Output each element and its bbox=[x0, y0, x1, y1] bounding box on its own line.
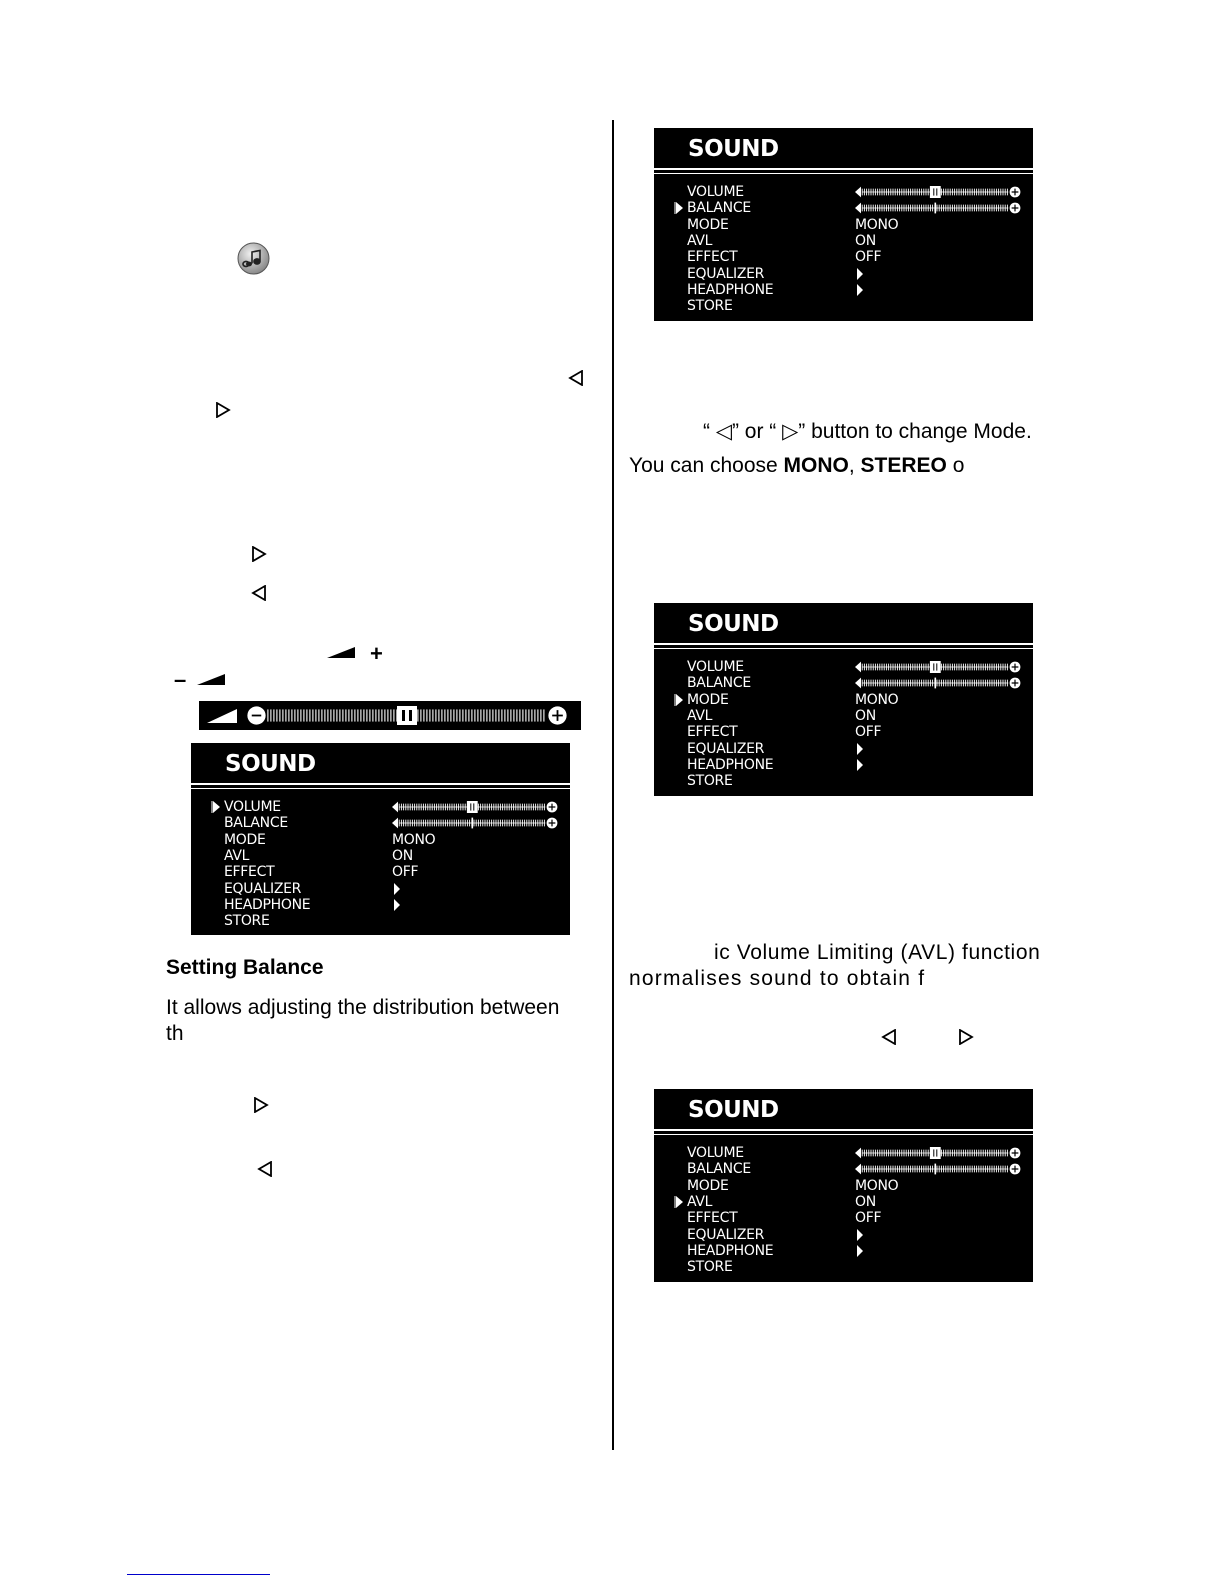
osd-label: EQUALIZER bbox=[687, 1226, 765, 1243]
osd-row-effect[interactable] bbox=[654, 249, 1033, 265]
left-triangle-icon bbox=[881, 1029, 897, 1045]
bar-left-arrow bbox=[855, 1164, 861, 1175]
volume-bar[interactable] bbox=[855, 186, 1021, 198]
osd-title: SOUND bbox=[688, 1097, 779, 1123]
volume-bar[interactable] bbox=[855, 1147, 1021, 1159]
sound-menu-volume-selected bbox=[191, 743, 570, 935]
balance-body-line1: It allows adjusting the distribution between bbox=[166, 996, 560, 1019]
volume-bar[interactable] bbox=[392, 801, 558, 813]
osd-row-headphone[interactable] bbox=[654, 282, 1033, 298]
osd-label: STORE bbox=[687, 1259, 733, 1276]
osd-label: AVL bbox=[687, 1193, 713, 1210]
osd-row-balance[interactable] bbox=[654, 1161, 1033, 1177]
footer-link-underline bbox=[127, 1574, 270, 1575]
osd-label: MODE bbox=[224, 831, 266, 848]
balance-bar[interactable] bbox=[855, 202, 1021, 214]
volume-ramp-icon bbox=[327, 645, 355, 659]
osd-row-equalizer[interactable] bbox=[654, 266, 1033, 282]
osd-row-balance[interactable] bbox=[654, 675, 1033, 691]
osd-title: SOUND bbox=[688, 611, 779, 637]
left-triangle-icon bbox=[251, 585, 267, 601]
osd-label: HEADPHONE bbox=[687, 1242, 774, 1259]
mode-choose-suffix: o bbox=[946, 454, 965, 477]
right-triangle-icon bbox=[253, 1097, 269, 1113]
submenu-arrow-icon bbox=[394, 899, 400, 911]
minus-sign: – bbox=[174, 667, 187, 692]
osd-row-headphone[interactable] bbox=[654, 1243, 1033, 1259]
osd-label: EQUALIZER bbox=[224, 880, 302, 897]
osd-value: MONO bbox=[855, 1177, 899, 1194]
bar-knob bbox=[930, 186, 941, 198]
osd-label: VOLUME bbox=[224, 799, 281, 815]
osd-label: BALANCE bbox=[687, 200, 751, 217]
submenu-arrow-icon bbox=[857, 759, 863, 771]
osd-row-mode[interactable] bbox=[654, 692, 1033, 708]
osd-value: OFF bbox=[855, 1210, 882, 1227]
column-divider bbox=[612, 120, 614, 1450]
osd-row-avl[interactable] bbox=[191, 848, 570, 864]
osd-value: ON bbox=[855, 232, 876, 249]
osd-row-store[interactable] bbox=[654, 1259, 1033, 1275]
avl-line2: normalises sound to obtain f bbox=[629, 967, 926, 990]
osd-separator bbox=[654, 173, 1033, 174]
osd-label: EQUALIZER bbox=[687, 265, 765, 282]
osd-row-balance[interactable] bbox=[654, 200, 1033, 216]
mode-instruction: “ ◁” or “ ▷” button to change Mode. bbox=[703, 420, 1032, 443]
bar-left-arrow bbox=[855, 187, 861, 198]
osd-value: ON bbox=[855, 707, 876, 724]
submenu-arrow-icon bbox=[857, 284, 863, 296]
osd-label: VOLUME bbox=[687, 659, 744, 675]
osd-row-headphone[interactable] bbox=[191, 897, 570, 913]
osd-label: BALANCE bbox=[224, 815, 288, 832]
osd-row-avl[interactable] bbox=[654, 708, 1033, 724]
osd-value: ON bbox=[855, 1193, 876, 1210]
bar-knob bbox=[930, 1147, 941, 1159]
osd-label: VOLUME bbox=[687, 1145, 744, 1161]
selection-cursor-icon bbox=[674, 201, 684, 215]
volume-level-strip bbox=[199, 701, 581, 730]
mode-choose-comma: , bbox=[848, 454, 861, 477]
osd-separator bbox=[654, 648, 1033, 649]
mode-choose-line bbox=[629, 453, 964, 479]
osd-value: ON bbox=[392, 847, 413, 864]
submenu-arrow-icon bbox=[857, 268, 863, 280]
osd-value: MONO bbox=[855, 691, 899, 708]
osd-row-avl[interactable] bbox=[654, 1194, 1033, 1210]
osd-label: EFFECT bbox=[687, 724, 738, 741]
osd-row-mode[interactable] bbox=[654, 1178, 1033, 1194]
osd-label: STORE bbox=[224, 913, 270, 930]
osd-row-volume[interactable] bbox=[654, 1145, 1033, 1161]
osd-title: SOUND bbox=[688, 136, 779, 162]
osd-row-volume[interactable] bbox=[654, 184, 1033, 200]
submenu-arrow-icon bbox=[394, 883, 400, 895]
bar-left-arrow bbox=[855, 662, 861, 673]
submenu-arrow-icon bbox=[857, 1245, 863, 1257]
balance-body-line2: th bbox=[166, 1022, 184, 1045]
osd-value: MONO bbox=[392, 831, 436, 848]
osd-label: BALANCE bbox=[687, 675, 751, 692]
selection-cursor-icon bbox=[674, 693, 684, 707]
osd-label: STORE bbox=[687, 298, 733, 315]
osd-row-equalizer[interactable] bbox=[654, 741, 1033, 757]
osd-label: MODE bbox=[687, 1177, 729, 1194]
osd-label: HEADPHONE bbox=[687, 756, 774, 773]
osd-label: AVL bbox=[687, 707, 713, 724]
osd-row-store[interactable] bbox=[654, 773, 1033, 789]
osd-row-equalizer[interactable] bbox=[654, 1227, 1033, 1243]
osd-row-avl[interactable] bbox=[654, 233, 1033, 249]
mode-choose-mono: MONO bbox=[783, 454, 849, 477]
mode-choose-stereo: STEREO bbox=[860, 454, 947, 477]
osd-row-mode[interactable] bbox=[191, 832, 570, 848]
bar-left-arrow bbox=[855, 678, 861, 689]
mode-choose-prefix: You can choose bbox=[629, 454, 784, 477]
osd-separator bbox=[654, 168, 1033, 170]
osd-row-volume[interactable] bbox=[654, 659, 1033, 675]
osd-row-balance[interactable] bbox=[191, 815, 570, 831]
volume-strip-graphic bbox=[199, 701, 581, 730]
sound-menu-avl-selected bbox=[654, 1089, 1033, 1282]
music-note-icon bbox=[237, 242, 270, 275]
plus-sign: + bbox=[370, 641, 383, 666]
bar-left-arrow bbox=[855, 1148, 861, 1159]
selection-cursor-icon bbox=[211, 800, 221, 814]
osd-label: MODE bbox=[687, 691, 729, 708]
strip-knob bbox=[397, 706, 417, 725]
sound-menu-balance-selected bbox=[654, 128, 1033, 321]
osd-row-volume[interactable] bbox=[191, 799, 570, 815]
osd-value: OFF bbox=[855, 249, 882, 266]
osd-label: EFFECT bbox=[687, 1210, 738, 1227]
osd-label: STORE bbox=[687, 773, 733, 790]
osd-title: SOUND bbox=[225, 751, 316, 777]
osd-separator bbox=[654, 1129, 1033, 1131]
selection-cursor-icon bbox=[674, 1195, 684, 1209]
osd-label: BALANCE bbox=[687, 1161, 751, 1178]
osd-label: AVL bbox=[224, 847, 250, 864]
osd-row-effect[interactable] bbox=[654, 724, 1033, 740]
avl-line1: ic Volume Limiting (AVL) function bbox=[714, 941, 1041, 964]
bar-left-arrow bbox=[392, 802, 398, 813]
volume-ramp-icon bbox=[207, 709, 237, 723]
osd-separator bbox=[654, 1134, 1033, 1135]
osd-label: EFFECT bbox=[687, 249, 738, 266]
bar-knob bbox=[467, 801, 478, 813]
osd-value: OFF bbox=[392, 864, 419, 881]
osd-row-mode[interactable] bbox=[654, 217, 1033, 233]
osd-separator bbox=[654, 643, 1033, 645]
osd-label: AVL bbox=[687, 232, 713, 249]
sound-menu-mode-selected bbox=[654, 603, 1033, 796]
right-triangle-icon bbox=[251, 546, 267, 562]
balance-bar[interactable] bbox=[855, 677, 1021, 689]
submenu-arrow-icon bbox=[857, 743, 863, 755]
right-triangle-icon bbox=[215, 402, 231, 418]
osd-separator bbox=[191, 783, 570, 785]
submenu-arrow-icon bbox=[857, 1229, 863, 1241]
osd-label: EQUALIZER bbox=[687, 740, 765, 757]
osd-separator bbox=[191, 788, 570, 789]
volume-strip-bar bbox=[247, 706, 566, 725]
balance-bar[interactable] bbox=[855, 1163, 1021, 1175]
osd-label: EFFECT bbox=[224, 864, 275, 881]
balance-heading: Setting Balance bbox=[166, 956, 324, 979]
bar-left-arrow bbox=[392, 818, 398, 829]
right-triangle-icon bbox=[958, 1029, 974, 1045]
volume-bar[interactable] bbox=[855, 661, 1021, 673]
left-triangle-icon bbox=[257, 1161, 273, 1177]
osd-value: OFF bbox=[855, 724, 882, 741]
osd-row-store[interactable] bbox=[191, 913, 570, 929]
osd-row-effect[interactable] bbox=[654, 1210, 1033, 1226]
bar-knob bbox=[930, 661, 941, 673]
osd-label: MODE bbox=[687, 216, 729, 233]
left-triangle-icon bbox=[568, 370, 584, 386]
osd-label: VOLUME bbox=[687, 184, 744, 200]
osd-label: HEADPHONE bbox=[687, 281, 774, 298]
bar-left-arrow bbox=[855, 203, 861, 214]
osd-row-equalizer[interactable] bbox=[191, 881, 570, 897]
osd-value: MONO bbox=[855, 216, 899, 233]
balance-bar[interactable] bbox=[392, 817, 558, 829]
osd-row-effect[interactable] bbox=[191, 864, 570, 880]
volume-ramp-icon bbox=[197, 672, 225, 686]
osd-row-headphone[interactable] bbox=[654, 757, 1033, 773]
osd-label: HEADPHONE bbox=[224, 896, 311, 913]
osd-row-store[interactable] bbox=[654, 298, 1033, 314]
